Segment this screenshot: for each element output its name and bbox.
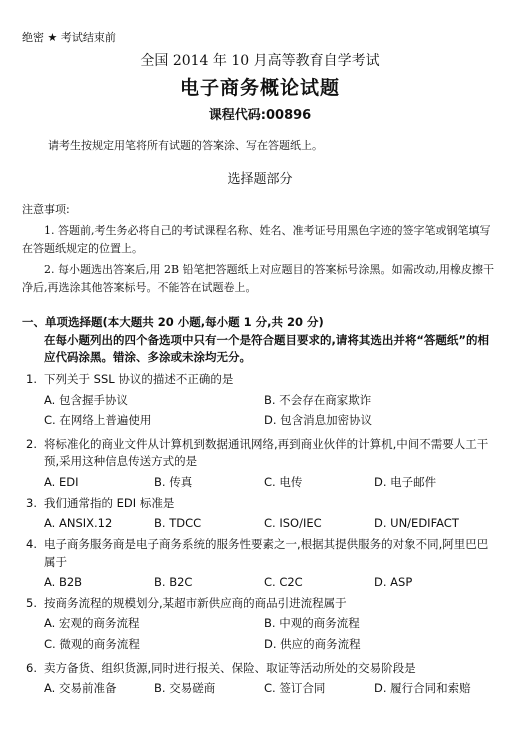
question-text: 卖方备货、组织货源,同时进行报关、保险、取证等活动所处的交易阶段是 <box>44 660 416 675</box>
option-a: A. 交易前准备 <box>44 681 117 695</box>
option-list <box>44 392 498 433</box>
option-d: D. 供应的商务流程 <box>264 636 361 651</box>
question-item <box>22 371 498 432</box>
option-b: B. 交易磋商 <box>154 681 216 695</box>
question-item <box>22 595 498 656</box>
question-stem <box>22 436 498 471</box>
notes-heading: 注意事项: <box>22 202 70 216</box>
part-description: 在每小题列出的四个备选项中只有一个是符合题目要求的,请将其选出并将“答题纸”的相应代码涂黑。错涂、多涂或未涂均无分。 <box>44 332 489 365</box>
option-b: B. TDCC <box>154 516 202 530</box>
question-number: 4. <box>26 537 37 552</box>
question-number: 3. <box>26 495 37 510</box>
option-c: C. 微观的商务流程 <box>44 636 140 651</box>
option-c: C. C2C <box>264 574 303 589</box>
question-text: 下列关于 SSL 协议的描述不正确的是 <box>44 372 234 387</box>
question-number: 5. <box>26 596 37 610</box>
question-item <box>22 660 498 698</box>
question-stem <box>22 660 498 677</box>
note-item: 1. 答题前,考生务必将自己的考试课程名称、姓名、准考证号用黑色字迹的签字笔或钢笔填写在答题纸规定的位置上。 <box>22 224 491 255</box>
question-item <box>22 436 498 491</box>
confidential-label: 绝密 ★ 考试结束前 <box>22 31 116 44</box>
option-list <box>44 474 498 491</box>
option-b: B. 传真 <box>154 474 193 489</box>
option-d: D. 电子邮件 <box>374 474 437 489</box>
question-number: 6. <box>26 660 37 675</box>
question-number: 1. <box>26 372 37 387</box>
option-a: A. ANSIX.12 <box>44 516 113 530</box>
option-d: D. 履行合同和索赔 <box>374 681 471 695</box>
option-b: B. 不会存在商家欺诈 <box>264 392 372 407</box>
question-text: 我们通常指的 EDI 标准是 <box>44 495 175 510</box>
option-c: C. 签订合同 <box>264 681 326 695</box>
exam-title: 电子商务概论试题 <box>179 76 340 99</box>
question-text: 将标准化的商业文件从计算机到数据通讯网络,再到商业伙伴的计算机,中间不需要人工干预,采用这种信息传送方式的是 <box>44 437 489 469</box>
question-number: 2. <box>26 437 37 451</box>
option-a: A. B2B <box>44 574 83 589</box>
question-stem <box>22 536 498 571</box>
option-d: D. ASP <box>374 574 413 589</box>
question-item <box>22 536 498 591</box>
part-heading: 一、单项选择题(本大题共 20 小题,每小题 1 分,共 20 分) <box>22 315 324 330</box>
option-b: B. 中观的商务流程 <box>264 616 360 631</box>
option-a: A. EDI <box>44 474 79 489</box>
option-list <box>44 680 498 697</box>
question-item <box>22 495 498 533</box>
option-d: D. 包含消息加密协议 <box>264 412 373 427</box>
question-stem <box>22 595 498 612</box>
option-b: B. B2C <box>154 574 193 589</box>
option-a: A. 包含握手协议 <box>44 392 128 407</box>
section-title: 选择题部分 <box>227 172 293 187</box>
option-c: C. ISO/IEC <box>264 516 322 530</box>
question-stem <box>22 371 498 388</box>
note-item: 2. 每小题选出答案后,用 2B 铅笔把答题纸上对应题目的答案标号涂黑。如需改动,用橡皮擦干净后,再选涂其他答案标号。不能答在试题卷上。 <box>22 263 495 294</box>
answer-instruction: 请考生按规定用笔将所有试题的答案涂、写在答题纸上。 <box>48 138 323 152</box>
exam-session: 全国 2014 年 10 月高等教育自学考试 <box>140 52 380 69</box>
option-list <box>44 615 498 656</box>
option-list <box>44 574 498 591</box>
question-text: 电子商务服务商是电子商务系统的服务性要素之一,根据其提供服务的对象不同,阿里巴巴属于 <box>44 537 489 569</box>
option-c: C. 在网络上普遍使用 <box>44 412 152 427</box>
option-d: D. UN/EDIFACT <box>374 516 459 530</box>
course-code: 课程代码:00896 <box>208 108 312 123</box>
option-a: A. 宏观的商务流程 <box>44 616 140 631</box>
option-c: C. 电传 <box>264 474 303 489</box>
option-list <box>44 515 498 532</box>
question-stem <box>22 495 498 512</box>
question-text: 按商务流程的规模划分,某超市新供应商的商品引进流程属于 <box>44 596 347 610</box>
